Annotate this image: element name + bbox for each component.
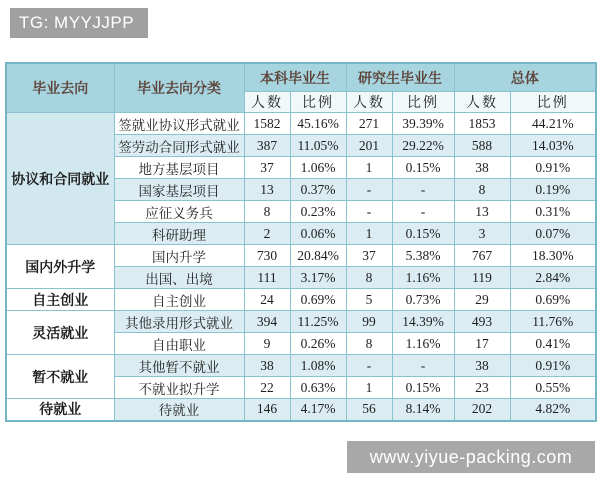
value-cell: 3.17% bbox=[290, 267, 346, 289]
value-cell: - bbox=[346, 355, 392, 377]
value-cell: 56 bbox=[346, 399, 392, 421]
value-cell: 11.05% bbox=[290, 135, 346, 157]
value-cell: 0.91% bbox=[510, 157, 596, 179]
value-cell: 0.15% bbox=[392, 377, 454, 399]
value-cell: 119 bbox=[454, 267, 510, 289]
employment-destination-table bbox=[5, 62, 597, 422]
value-cell: 45.16% bbox=[290, 113, 346, 135]
value-cell: 4.82% bbox=[510, 399, 596, 421]
group-label: 待就业 bbox=[6, 399, 114, 421]
value-cell: 1.16% bbox=[392, 333, 454, 355]
category-cell: 自由职业 bbox=[114, 333, 244, 355]
header-destination: 毕业去向 bbox=[6, 63, 114, 113]
value-cell: 0.69% bbox=[510, 289, 596, 311]
header-group-total: 总体 bbox=[454, 63, 596, 92]
value-cell: 730 bbox=[244, 245, 290, 267]
value-cell: 99 bbox=[346, 311, 392, 333]
value-cell: 1.06% bbox=[290, 157, 346, 179]
value-cell: 11.76% bbox=[510, 311, 596, 333]
value-cell: - bbox=[392, 179, 454, 201]
value-cell: 0.37% bbox=[290, 179, 346, 201]
value-cell: 37 bbox=[244, 157, 290, 179]
value-cell: 39.39% bbox=[392, 113, 454, 135]
header-group-postgraduate: 研究生毕业生 bbox=[346, 63, 454, 92]
category-cell: 应征义务兵 bbox=[114, 201, 244, 223]
table-body bbox=[6, 113, 596, 421]
value-cell: 0.91% bbox=[510, 355, 596, 377]
value-cell: - bbox=[346, 179, 392, 201]
value-cell: 1 bbox=[346, 377, 392, 399]
watermark: www.yiyue-packing.com bbox=[347, 441, 595, 473]
category-cell: 签劳动合同形式就业 bbox=[114, 135, 244, 157]
value-cell: 29 bbox=[454, 289, 510, 311]
value-cell: 13 bbox=[454, 201, 510, 223]
value-cell: 3 bbox=[454, 223, 510, 245]
category-cell: 签就业协议形式就业 bbox=[114, 113, 244, 135]
value-cell: 0.63% bbox=[290, 377, 346, 399]
value-cell: 111 bbox=[244, 267, 290, 289]
value-cell: 4.17% bbox=[290, 399, 346, 421]
table-row bbox=[6, 399, 596, 421]
value-cell: 14.03% bbox=[510, 135, 596, 157]
value-cell: 14.39% bbox=[392, 311, 454, 333]
value-cell: 0.73% bbox=[392, 289, 454, 311]
category-cell: 国内升学 bbox=[114, 245, 244, 267]
value-cell: 0.06% bbox=[290, 223, 346, 245]
value-cell: 23 bbox=[454, 377, 510, 399]
value-cell: 767 bbox=[454, 245, 510, 267]
value-cell: 1.08% bbox=[290, 355, 346, 377]
value-cell: 0.69% bbox=[290, 289, 346, 311]
value-cell: 8 bbox=[346, 333, 392, 355]
value-cell: 0.07% bbox=[510, 223, 596, 245]
value-cell: 2.84% bbox=[510, 267, 596, 289]
category-cell: 待就业 bbox=[114, 399, 244, 421]
group-label: 自主创业 bbox=[6, 289, 114, 311]
value-cell: 13 bbox=[244, 179, 290, 201]
value-cell: 493 bbox=[454, 311, 510, 333]
subheader-count: 人数 bbox=[244, 92, 290, 113]
value-cell: 0.15% bbox=[392, 157, 454, 179]
value-cell: 17 bbox=[454, 333, 510, 355]
group-label: 国内外升学 bbox=[6, 245, 114, 289]
value-cell: 0.15% bbox=[392, 223, 454, 245]
value-cell: 201 bbox=[346, 135, 392, 157]
table-row bbox=[6, 311, 596, 333]
value-cell: 11.25% bbox=[290, 311, 346, 333]
value-cell: 2 bbox=[244, 223, 290, 245]
subheader-count: 人数 bbox=[346, 92, 392, 113]
group-label: 灵活就业 bbox=[6, 311, 114, 355]
value-cell: 0.19% bbox=[510, 179, 596, 201]
value-cell: 38 bbox=[244, 355, 290, 377]
category-cell: 其他暂不就业 bbox=[114, 355, 244, 377]
header-group-undergraduate: 本科毕业生 bbox=[244, 63, 346, 92]
table-row bbox=[6, 355, 596, 377]
value-cell: 18.30% bbox=[510, 245, 596, 267]
category-cell: 自主创业 bbox=[114, 289, 244, 311]
category-cell: 科研助理 bbox=[114, 223, 244, 245]
value-cell: 0.31% bbox=[510, 201, 596, 223]
value-cell: 387 bbox=[244, 135, 290, 157]
value-cell: 8.14% bbox=[392, 399, 454, 421]
category-cell: 地方基层项目 bbox=[114, 157, 244, 179]
value-cell: - bbox=[392, 201, 454, 223]
group-label: 协议和合同就业 bbox=[6, 113, 114, 245]
category-cell: 不就业拟升学 bbox=[114, 377, 244, 399]
value-cell: 24 bbox=[244, 289, 290, 311]
value-cell: 38 bbox=[454, 355, 510, 377]
category-cell: 出国、出境 bbox=[114, 267, 244, 289]
category-cell: 国家基层项目 bbox=[114, 179, 244, 201]
value-cell: 5.38% bbox=[392, 245, 454, 267]
header-category: 毕业去向分类 bbox=[114, 63, 244, 113]
header-row-groups bbox=[6, 63, 596, 92]
value-cell: 271 bbox=[346, 113, 392, 135]
value-cell: 588 bbox=[454, 135, 510, 157]
category-cell: 其他录用形式就业 bbox=[114, 311, 244, 333]
value-cell: 1 bbox=[346, 157, 392, 179]
value-cell: 9 bbox=[244, 333, 290, 355]
value-cell: 29.22% bbox=[392, 135, 454, 157]
value-cell: 38 bbox=[454, 157, 510, 179]
value-cell: 0.23% bbox=[290, 201, 346, 223]
value-cell: - bbox=[392, 355, 454, 377]
table-row bbox=[6, 113, 596, 135]
value-cell: 5 bbox=[346, 289, 392, 311]
subheader-ratio: 比例 bbox=[392, 92, 454, 113]
value-cell: - bbox=[346, 201, 392, 223]
value-cell: 1582 bbox=[244, 113, 290, 135]
value-cell: 0.55% bbox=[510, 377, 596, 399]
value-cell: 20.84% bbox=[290, 245, 346, 267]
table-row bbox=[6, 289, 596, 311]
value-cell: 146 bbox=[244, 399, 290, 421]
value-cell: 37 bbox=[346, 245, 392, 267]
value-cell: 22 bbox=[244, 377, 290, 399]
value-cell: 1.16% bbox=[392, 267, 454, 289]
value-cell: 44.21% bbox=[510, 113, 596, 135]
value-cell: 394 bbox=[244, 311, 290, 333]
group-label: 暂不就业 bbox=[6, 355, 114, 399]
value-cell: 1853 bbox=[454, 113, 510, 135]
value-cell: 1 bbox=[346, 223, 392, 245]
subheader-count: 人数 bbox=[454, 92, 510, 113]
table-row bbox=[6, 245, 596, 267]
value-cell: 8 bbox=[454, 179, 510, 201]
value-cell: 8 bbox=[244, 201, 290, 223]
value-cell: 8 bbox=[346, 267, 392, 289]
value-cell: 202 bbox=[454, 399, 510, 421]
subheader-ratio: 比例 bbox=[510, 92, 596, 113]
subheader-ratio: 比例 bbox=[290, 92, 346, 113]
tg-badge: TG: MYYJJPP bbox=[10, 8, 148, 38]
value-cell: 0.26% bbox=[290, 333, 346, 355]
value-cell: 0.41% bbox=[510, 333, 596, 355]
